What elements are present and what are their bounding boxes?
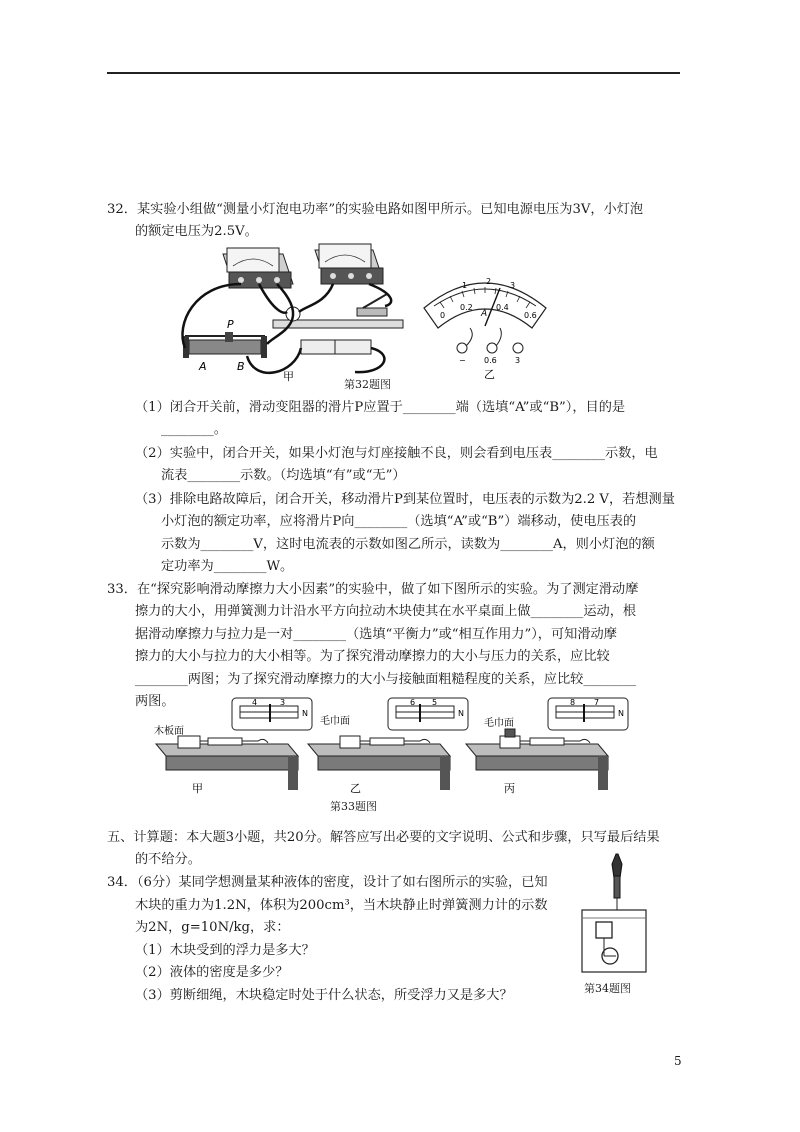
spring-scale-hand-icon bbox=[612, 854, 622, 898]
label-jia: 甲 bbox=[283, 370, 294, 383]
q34-buoyancy-figure bbox=[578, 852, 648, 972]
spring-scale-icon-3 bbox=[530, 738, 564, 745]
ammeter-dial-figure bbox=[420, 268, 550, 381]
terminal-neg-icon bbox=[457, 343, 467, 353]
q34-caption: 第34题图 bbox=[584, 982, 631, 995]
q34-line-3: 为2N，g=10N/kg，求： bbox=[135, 920, 290, 935]
surface-label-2: 毛巾面 bbox=[320, 716, 350, 727]
q34-sub-2: （2）液体的密度是多少？ bbox=[135, 965, 289, 980]
q33-line-6: 两图。 bbox=[135, 694, 175, 709]
terminal-06-icon bbox=[487, 343, 497, 353]
setup-yi bbox=[308, 698, 468, 790]
q32-sub3-line1: （3）排除电路故障后，闭合开关，移动滑片P到某位置时，电压表的示数为2.2 V，若想测量 bbox=[135, 492, 675, 507]
scale2-a: 6 bbox=[410, 698, 416, 707]
switch-icon bbox=[357, 294, 387, 316]
setup-bing bbox=[466, 698, 628, 790]
q32-sub1-line2: ________。 bbox=[161, 422, 227, 437]
rheostat-icon bbox=[183, 332, 267, 358]
q32-sub2-line1: （2）实验中，闭合开关，如果小灯泡与灯座接触不良，则会看到电压表________示数，电 bbox=[135, 446, 658, 461]
q34-sub-1: （1）木块受到的浮力是多大？ bbox=[135, 943, 315, 958]
q32-line-1: 32．某实验小组做“测量小灯泡电功率”的实验电路如图甲所示。已知电源电压为3V，小灯泡 bbox=[107, 202, 644, 217]
label-A: A bbox=[199, 360, 207, 373]
voltmeter-icon bbox=[223, 248, 293, 288]
surface-label-1: 木板面 bbox=[154, 726, 184, 737]
q32-caption: 第32题图 bbox=[344, 378, 391, 391]
block-icon-2 bbox=[340, 736, 360, 748]
unit-2: N bbox=[458, 709, 464, 718]
dial-3: 3 bbox=[510, 281, 516, 290]
dial-1: 1 bbox=[462, 281, 468, 290]
header-rule bbox=[107, 72, 680, 74]
panel-label-jia: 甲 bbox=[192, 782, 203, 795]
battery-icon bbox=[301, 340, 371, 354]
q33-line-3: 据滑动摩擦力与拉力是一对________（选填“平衡力”或“相互作用力”），可知滑动摩 bbox=[135, 627, 617, 642]
block-icon-1 bbox=[178, 736, 200, 748]
spring-scale-icon-1 bbox=[208, 738, 242, 745]
terminal-3-icon bbox=[513, 343, 523, 353]
dial-0.2: 0.2 bbox=[460, 303, 473, 312]
scale3-b: 7 bbox=[594, 698, 600, 707]
dial-0.4: 0.4 bbox=[496, 303, 509, 312]
q32-line-2: 的额定电压为2.5V。 bbox=[135, 224, 258, 239]
q32-sub3-line3: 示数为________V，这时电流表的示数如图乙所示，读数为________A，则小灯泡的额 bbox=[161, 537, 655, 552]
scale3-a: 8 bbox=[570, 698, 576, 707]
dial-0: 0 bbox=[440, 311, 446, 320]
label-yi: 乙 bbox=[484, 368, 495, 381]
section5-line-2: 的不给分。 bbox=[135, 852, 201, 867]
dial-0.6: 0.6 bbox=[524, 311, 537, 320]
q32-sub3-line4: 定功率为________W。 bbox=[161, 559, 294, 574]
q33-line-4: 擦力的大小与拉力的大小相等。为了探究滑动摩擦力的大小与压力的关系，应比较 bbox=[135, 649, 610, 664]
q32-circuit-figure bbox=[175, 244, 405, 384]
dial-2: 2 bbox=[486, 277, 492, 286]
terminal-neg-label: − bbox=[459, 356, 466, 365]
terminal-06-label: 0.6 bbox=[484, 356, 497, 365]
scale1-b: 3 bbox=[280, 698, 286, 707]
label-B: B bbox=[237, 360, 245, 373]
q33-line-1: 33．在“探究影响滑动摩擦力大小因素”的实验中，做了如下图所示的实验。为了测定滑动摩 bbox=[107, 582, 639, 597]
surface-label-3: 毛巾面 bbox=[484, 718, 514, 729]
q32-sub1-line1: （1）闭合开关前，滑动变阻器的滑片P应置于________端（选填“A”或“B”），目的是 bbox=[135, 400, 626, 415]
q32-sub2-line2: 流表________示数。（均选填“有”或“无”） bbox=[161, 468, 406, 483]
q34-sub-3: （3）剪断细绳，木块稳定时处于什么状态，所受浮力又是多大？ bbox=[135, 988, 513, 1003]
dial-unit: A bbox=[481, 309, 488, 319]
panel-label-bing: 丙 bbox=[504, 782, 515, 795]
q34-line-1: 34．（6分）某同学想测量某种液体的密度，设计了如右图所示的实验，已知 bbox=[107, 875, 548, 890]
block-icon-3 bbox=[500, 736, 520, 748]
section5-line-1: 五、计算题：本大题3小题，共20分。解答应写出必要的文字说明、公式和步骤，只写最后结果 bbox=[107, 830, 660, 845]
panel-label-yi: 乙 bbox=[350, 782, 361, 795]
spring-scale-icon-2 bbox=[370, 738, 404, 745]
weight-icon bbox=[505, 729, 515, 737]
page-number: 5 bbox=[674, 1054, 682, 1068]
unit-3: N bbox=[618, 709, 624, 718]
q32-sub3-line2: 小灯泡的额定功率，应将滑片P向________（选填“A”或“B”）端移动，使电压表的 bbox=[161, 514, 637, 529]
terminal-3-label: 3 bbox=[515, 356, 521, 365]
ammeter-icon bbox=[315, 244, 383, 284]
q33-line-5: ________两图；为了探究滑动摩擦力的大小与接触面粗糙程度的关系，应比较________ bbox=[135, 672, 637, 687]
q34-line-2: 木块的重力为1.2N，体积为200cm³，当木块静止时弹簧测力计的示数 bbox=[135, 898, 548, 913]
wood-block-icon bbox=[596, 922, 612, 938]
unit-1: N bbox=[302, 709, 308, 718]
label-P: P bbox=[227, 318, 234, 331]
q33-line-2: 擦力的大小，用弹簧测力计沿水平方向拉动木块使其在水平桌面上做________运动，根 bbox=[135, 604, 637, 619]
scale1-a: 4 bbox=[252, 698, 258, 707]
q33-friction-figure bbox=[148, 694, 648, 794]
q33-caption: 第33题图 bbox=[330, 800, 377, 813]
setup-jia bbox=[154, 698, 312, 790]
scale2-b: 5 bbox=[432, 698, 438, 707]
